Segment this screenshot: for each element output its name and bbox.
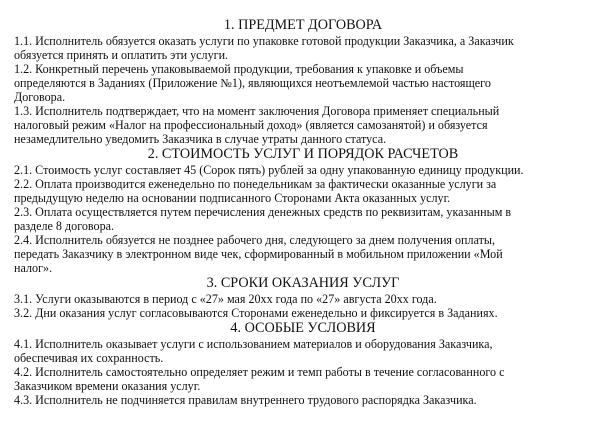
clause-2-4 — [14, 233, 592, 275]
clause-line: обеспечивая их сохранность. — [14, 351, 164, 365]
clause-line: 3.1. Услуги оказываются в период с «27» мая 20хх года по «27» августа 20хх года. — [14, 292, 437, 306]
section-heading: 4. ОСОБЫЕ УСЛОВИЯ — [230, 320, 376, 336]
section-terms — [14, 275, 592, 320]
clause-3-1 — [14, 292, 592, 306]
section-special-conditions — [14, 320, 592, 407]
clause-line: Заказчиком времени оказания услуг. — [14, 379, 201, 393]
clause-line: 4.2. Исполнитель самостоятельно определяет режим и темп работы в течение согласованного с — [14, 365, 505, 379]
section-subject — [14, 17, 592, 146]
clause-4-3 — [14, 393, 592, 407]
clause-line: передать Заказчику в электронном виде чек, сформированный в мобильном приложении «Мой — [14, 247, 503, 261]
clause-1-1 — [14, 34, 592, 62]
clause-line: налог». — [14, 261, 53, 275]
clause-4-1 — [14, 337, 592, 365]
clause-line: 3.2. Дни оказания услуг согласовываются Сторонами еженедельно и фиксируется в Заданиях. — [14, 306, 498, 320]
clause-1-3 — [14, 104, 592, 146]
clause-line: Договора. — [14, 90, 66, 104]
clause-line: 1.3. Исполнитель подтверждает, что на момент заключения Договора применяет специальный — [14, 104, 500, 118]
clause-2-2 — [14, 177, 592, 205]
clause-1-2 — [14, 62, 592, 104]
clause-line: обязуется принять и оплатить эти услуги. — [14, 48, 229, 62]
clause-line: налоговый режим «Налог на профессиональный доход» (является самозанятой) и обязуется — [14, 118, 488, 132]
section-heading: 2. СТОИМОСТЬ УСЛУГ И ПОРЯДОК РАСЧЕТОВ — [147, 146, 459, 162]
section-cost — [14, 146, 592, 275]
clause-line: 1.2. Конкретный перечень упаковываемой продукции, требования к упаковке и объемы — [14, 62, 464, 76]
clause-line: 4.1. Исполнитель оказывает услуги с использованием материалов и оборудования Заказчика, — [14, 337, 493, 351]
clause-4-2 — [14, 365, 592, 393]
clause-line: 1.1. Исполнитель обязуется оказать услуги по упаковке готовой продукции Заказчика, а Заказчик — [14, 34, 514, 48]
section-heading: 3. СРОКИ ОКАЗАНИЯ УСЛУГ — [206, 275, 400, 291]
clause-line: предыдущую неделю на основании подписанного Сторонами Акта оказанных услуг. — [14, 191, 451, 205]
clause-line: разделе 8 договора. — [14, 219, 115, 233]
clause-line: 2.1. Стоимость услуг составляет 45 (Сорок пять) рублей за одну упакованную единицу продукции. — [14, 163, 524, 177]
clause-line: незамедлительно уведомить Заказчика в случае утраты данного статуса. — [14, 132, 387, 146]
section-heading: 1. ПРЕДМЕТ ДОГОВОРА — [223, 17, 383, 33]
clause-line: 2.3. Оплата осуществляется путем перечисления денежных средств по реквизитам, указанным в — [14, 205, 512, 219]
clause-2-1 — [14, 163, 592, 177]
clause-2-3 — [14, 205, 592, 233]
clause-line: определяются в Заданиях (Приложение №1), являющихся неотъемлемой частью настоящего — [14, 76, 491, 90]
clause-line: 2.2. Оплата производится еженедельно по понедельникам за фактически оказанные услуги за — [14, 177, 497, 191]
clause-line: 4.3. Исполнитель не подчиняется правилам внутреннего трудового распорядка Заказчика. — [14, 393, 477, 407]
clause-3-2 — [14, 306, 592, 320]
clause-line: 2.4. Исполнитель обязуется не позднее рабочего дня, следующего за днем получения оплаты, — [14, 233, 496, 247]
